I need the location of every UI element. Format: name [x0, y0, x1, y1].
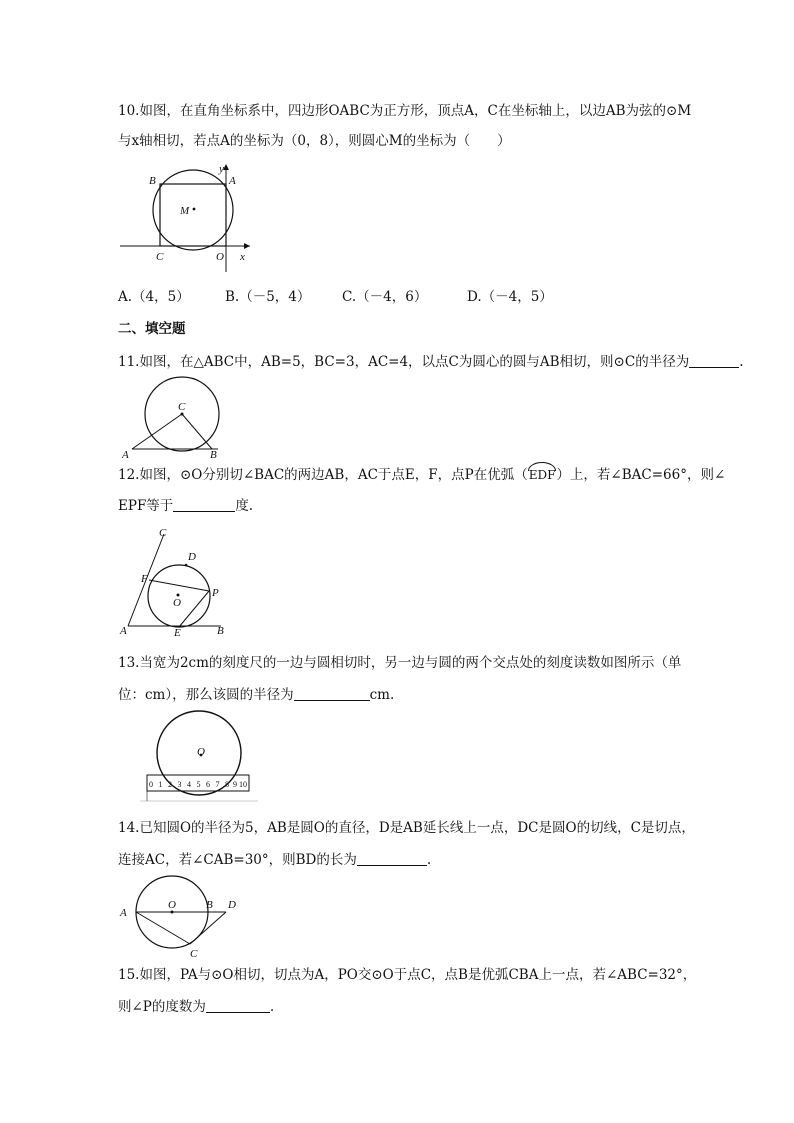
- q15-text-line2: [118, 998, 274, 1016]
- q14-label-a: A: [120, 907, 127, 919]
- q15-line2-after: .: [269, 999, 275, 1015]
- q12-figure: [118, 528, 238, 640]
- q13-tick-6: 6: [206, 780, 210, 789]
- q10-label-y: y: [219, 163, 224, 175]
- q11-label-a: A: [122, 449, 129, 461]
- q13-tick-7: 7: [215, 780, 220, 789]
- q13-tick-1: 1: [158, 780, 163, 789]
- q15-line2-before: 则∠P的度数为: [118, 999, 206, 1015]
- q12-label-e: E: [174, 627, 181, 639]
- q11-text: [118, 353, 744, 371]
- q10-label-x: x: [240, 251, 245, 263]
- q13-tick-2: 2: [168, 780, 172, 789]
- q10-text-line1: 10.如图，在直角坐标系中，四边形OABC为正方形，顶点A，C在坐标轴上，以边AB为弦的⊙M: [118, 103, 692, 119]
- q10-label-m: M: [180, 205, 190, 217]
- q10-option-c: C.（－4，6）: [342, 289, 428, 305]
- q13-figure: [140, 713, 258, 805]
- q10-label-o: O: [216, 251, 224, 263]
- q12-label-o: O: [173, 597, 181, 609]
- q14-label-o: O: [168, 899, 176, 911]
- q12-label-p: P: [212, 587, 219, 599]
- q12-label-b: B: [217, 625, 224, 637]
- q13-text-line2: [118, 686, 394, 704]
- q13-tick-4: 4: [187, 780, 191, 789]
- q11-figure: [118, 372, 228, 462]
- q10-label-c: C: [156, 251, 164, 263]
- q10-option-a: A.（4，5）: [118, 289, 190, 305]
- q12-text-line1: [118, 466, 725, 484]
- q14-label-c: C: [190, 948, 198, 960]
- q12-label-f: F: [141, 573, 148, 585]
- q10-figure: [118, 160, 258, 275]
- q14-text-line1: 14.已知圆O的半径为5，AB是圆O的直径，D是AB延长线上一点，DC是圆O的切线，C是切点，: [118, 820, 695, 836]
- q11-text-after: .: [739, 354, 744, 370]
- q13-line2-after: cm.: [369, 687, 395, 703]
- q13-line2-before: 位：cm），那么该圆的半径为: [118, 687, 294, 703]
- q11-label-b: B: [210, 449, 217, 461]
- q12-label-a: A: [120, 625, 127, 637]
- q10-label-b: B: [149, 175, 156, 187]
- q14-line2-after: .: [426, 852, 432, 868]
- q10-option-d: D.（－4，5）: [467, 289, 553, 305]
- q13-text-line1: 13.当宽为2cm的刻度尺的一边与圆相切时，另一边与圆的两个交点处的刻度读数如图所示（单: [118, 655, 682, 671]
- q10-text-line2: 与x轴相切，若点A的坐标为（0，8），则圆心M的坐标为（ ）: [118, 133, 511, 149]
- q13-tick-10: 10: [239, 780, 247, 789]
- q14-label-b: B: [206, 899, 213, 911]
- q14-label-d: D: [228, 899, 236, 911]
- q12-arc-edf: EDF: [528, 468, 556, 482]
- q13-tick-8: 8: [225, 780, 229, 789]
- q13-tick-9: 9: [233, 780, 237, 789]
- q12-text-line2: [118, 497, 253, 515]
- q13-answer-blank[interactable]: [294, 686, 370, 701]
- q12-label-d: D: [188, 551, 196, 563]
- section-title: 二、填空题: [118, 321, 186, 337]
- q15-answer-blank[interactable]: [206, 998, 270, 1013]
- q11-answer-blank[interactable]: [689, 353, 739, 368]
- q14-figure: [118, 877, 240, 960]
- q15-text-line1: 15.如图，PA与⊙O相切，切点为A，PO交⊙O于点C，点B是优弧CBA上一点，若∠ABC=32°，: [118, 967, 697, 983]
- q12-line2-after: 度.: [235, 498, 254, 514]
- q12-text-before: 12.如图，⊙O分别切∠BAC的两边AB，AC于点E，F，点P在优弧（: [118, 467, 528, 483]
- q13-tick-5: 5: [196, 780, 201, 789]
- q12-answer-blank[interactable]: [173, 497, 235, 512]
- q10-option-b: B.（－5，4）: [225, 289, 311, 305]
- q11-text-before: 11.如图，在△ABC中，AB=5，BC=3，AC=4，以点C为圆心的圆与AB相切，则⊙C的半径为: [118, 354, 690, 370]
- q13-tick-3: 3: [177, 780, 182, 789]
- q12-text-after: ）上，若∠BAC=66°，则∠: [556, 467, 726, 483]
- q13-tick-0: 0: [149, 780, 153, 789]
- q12-label-c: C: [159, 527, 167, 539]
- q11-label-c: C: [178, 401, 186, 413]
- q14-answer-blank[interactable]: [357, 851, 427, 866]
- q14-line2-before: 连接AC，若∠CAB=30°，则BD的长为: [118, 852, 357, 868]
- q10-label-a: A: [229, 175, 236, 187]
- q13-label-o: O: [197, 746, 205, 758]
- q14-text-line2: [118, 851, 431, 869]
- q12-line2-before: EPF等于: [118, 498, 174, 514]
